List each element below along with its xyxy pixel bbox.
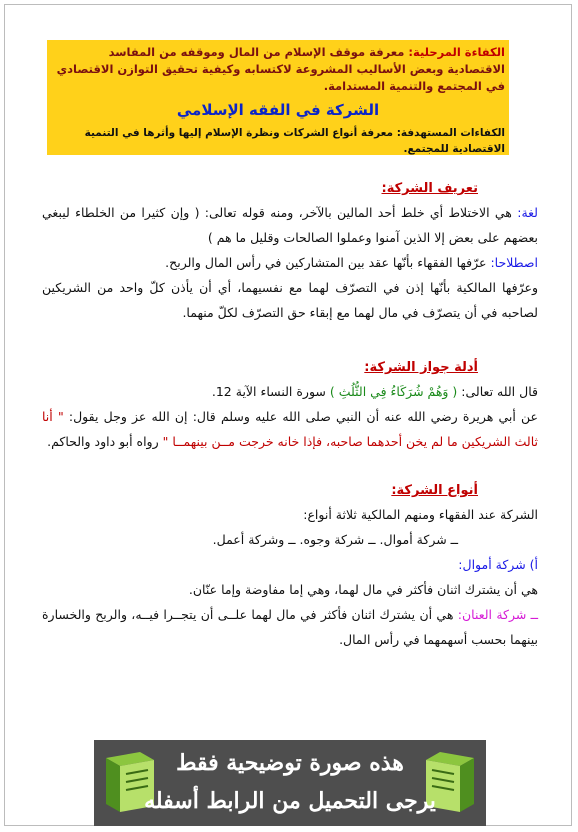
types-list: ــ شركة أموال. ــ شركة وجوه. ــ وشركة أعمل.	[212, 532, 458, 547]
istilah-text: عرّفها الفقهاء بأنّها عقد بين المتشاركين في رأس المال والربح.	[165, 255, 487, 270]
lugha-paragraph	[42, 200, 538, 250]
lesson-title: الشركة في الفقه الإسلامي	[176, 101, 380, 119]
banner-line-2: يرجى التحميل من الرابط أسفله	[144, 788, 436, 814]
header-box	[47, 40, 509, 155]
lugha-text: هي الاختلاط أي خلط أحد المالين بالآخر، ومنه قوله تعالى: ( وإن كثيرا من الخلطاء ليبغي بعضهم على بعض إلا الذين آمنوا وعملوا الصالحات وقليل ما هم )	[42, 205, 538, 245]
verse-reference: سورة النساء الآية 12.	[211, 384, 326, 399]
stage-competence	[51, 44, 505, 95]
target-competence-text: معرفة أنواع الشركات ونظرة الإسلام إليها وأثرها في التنمية الاقتصادية للمجتمع.	[84, 127, 505, 155]
amwal-text: هي أن يشترك اثنان فأكثر في مال لهما، وهي إما مفاوضة وإما عنّان.	[188, 582, 538, 597]
hadith-paragraph	[42, 404, 538, 454]
inan-paragraph	[42, 602, 538, 652]
types-intro: الشركة عند الفقهاء ومنهم المالكية ثلاثة أنواع:	[303, 507, 538, 522]
maliki-paragraph: وعرّفها المالكية بأنّها إذن في التصرّف لهما مع نفسيهما، أي أن يأذن كلّ واحد من الشريكين لصاحبه في أن يتصرّف في مال لهما مع إبقاء حق التصرّف لكلّ منهما.	[42, 280, 538, 320]
hadith-text: " أنا ثالث الشريكين ما لم يخن أحدهما صاحبه، فإذا خانه خرجت مــن بينهمــا "	[42, 409, 538, 449]
istilah-label: اصطلاحا:	[490, 255, 538, 270]
stage-competence-label: الكفاءة المرحلية:	[408, 45, 505, 59]
verse-text: ( وَهُمْ شُرَكَاءُ فِي الثُّلُثِ )	[329, 384, 458, 399]
stage-competence-text: معرفة موقف الإسلام من المال وموقفه من المفاسد الاقتصادية وبعض الأساليب المشروعة لاكتسابه وكيفية تحقيق التوازن الاقتصادي في المجتمع والتنمية المستدامة.	[56, 45, 505, 93]
inan-label: ــ شركة العنان:	[457, 607, 538, 622]
target-competence-label: الكفاءات المستهدفة:	[396, 127, 505, 139]
inan-text: هي أن يشترك اثنان فأكثر في مال لهما علــى أن يتجــرا فيــه، والربح والخسارة بينهما بحسب أسهمهما في رأس المال.	[42, 607, 538, 647]
hadith-reference: رواه أبو داود والحاكم.	[47, 434, 159, 449]
target-competence	[51, 125, 505, 157]
amwal-heading: أ) شركة أموال:	[458, 557, 538, 572]
download-banner	[94, 740, 486, 826]
verse-intro: قال الله تعالى:	[461, 384, 538, 399]
types-heading: أنواع الشركة:	[391, 483, 478, 498]
lesson-content	[42, 178, 538, 652]
evidence-heading: أدلة جواز الشركة:	[364, 360, 478, 375]
verse-paragraph	[42, 379, 538, 404]
definition-heading: تعريف الشركة:	[381, 181, 478, 196]
lugha-label: لغة:	[517, 205, 538, 220]
banner-line-1: هذه صورة توضيحية فقط	[176, 750, 404, 776]
istilah-paragraph	[42, 250, 538, 275]
hadith-intro: عن أبي هريرة رضي الله عنه أن النبي صلى الله عليه وسلم قال: إن الله عز وجل يقول:	[68, 409, 539, 424]
